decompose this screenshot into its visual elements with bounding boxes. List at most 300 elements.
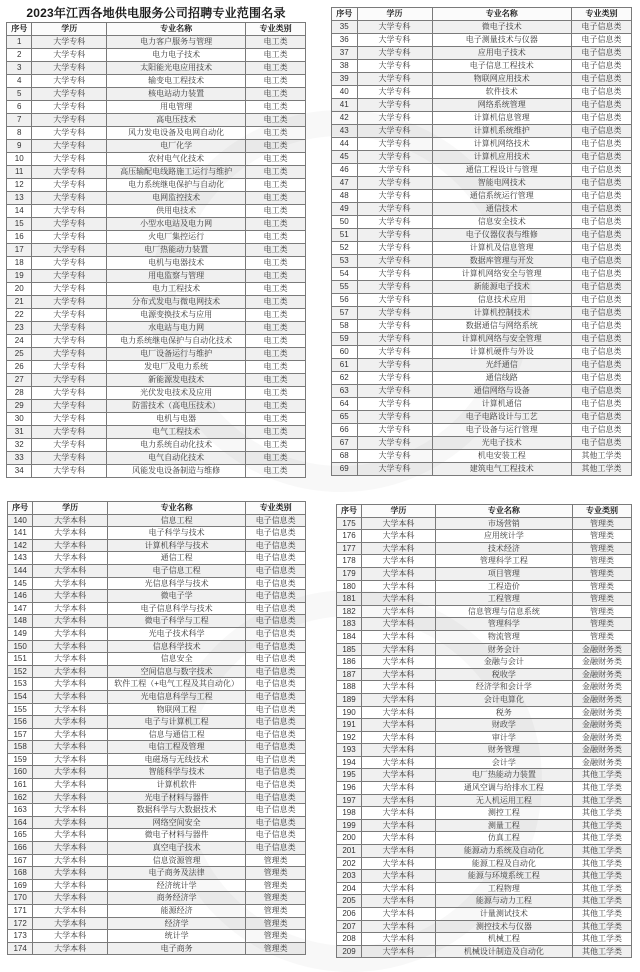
major-category: 电工类 [246,49,306,62]
table-section-bachelor-management-engineering [336,504,632,958]
major-category: 其他工学类 [572,933,631,946]
major-name: 用电监察与管理 [107,270,246,283]
table-row [8,564,306,577]
education: 大学本科 [362,706,436,719]
major-name: 软件工程（+电气工程及其自动化） [107,678,246,691]
row-number: 181 [337,593,362,606]
row-number: 207 [337,920,362,933]
education: 大学本科 [33,690,108,703]
major-name: 风能发电设备制造与维修 [107,465,246,478]
row-number: 177 [337,542,362,555]
column-header: 序号 [332,8,358,21]
education: 大学专科 [357,164,432,177]
row-number: 7 [7,114,32,127]
major-name: 能源工程及自动化 [435,857,572,870]
major-name: 电力工程技术 [107,283,246,296]
table-row [7,218,306,231]
table-row [7,426,306,439]
major-category: 电工类 [246,101,306,114]
major-category: 管理类 [572,555,631,568]
major-category: 电子信息类 [572,21,632,34]
table-row [337,605,632,618]
table-row [337,656,632,669]
major-category: 管理类 [246,854,306,867]
major-category: 电子信息类 [246,590,306,603]
education: 大学专科 [32,36,107,49]
row-number: 22 [7,309,32,322]
table-row [7,36,306,49]
row-number: 203 [337,870,362,883]
major-name: 电厂设备运行与维护 [107,348,246,361]
major-category: 电子信息类 [572,99,632,112]
table-row [332,151,632,164]
table-row [7,140,306,153]
table-row [7,62,306,75]
table-row [332,112,632,125]
row-number: 33 [7,452,32,465]
table-row [337,920,632,933]
major-name: 光伏发电技术及应用 [107,387,246,400]
major-name: 电磁场与无线技术 [107,753,246,766]
major-category: 电工类 [246,322,306,335]
education: 大学专科 [32,361,107,374]
major-category: 金融财务类 [572,681,631,694]
table-row [337,681,632,694]
table-row [8,892,306,905]
education: 大学专科 [32,166,107,179]
major-category: 其他工学类 [572,857,631,870]
major-name: 测量工程 [435,819,572,832]
column-header: 专业类别 [572,8,632,21]
table-row [8,728,306,741]
row-number: 38 [332,60,358,73]
major-name: 微电子学 [107,590,246,603]
major-category: 电子信息类 [572,164,632,177]
row-number: 168 [8,867,33,880]
row-number: 195 [337,769,362,782]
row-number: 206 [337,908,362,921]
major-category: 管理类 [572,530,631,543]
header-row [8,502,306,515]
major-name: 经济统计学 [107,879,246,892]
table-row [8,829,306,842]
row-number: 24 [7,335,32,348]
major-category: 电子信息类 [246,615,306,628]
education: 大学专科 [32,413,107,426]
table-row [337,819,632,832]
row-number: 175 [337,517,362,530]
row-number: 186 [337,656,362,669]
major-category: 电子信息类 [246,627,306,640]
table-row [8,590,306,603]
row-number: 58 [332,320,358,333]
major-category: 电工类 [246,361,306,374]
table-row [337,580,632,593]
major-name: 管理科学工程 [435,555,572,568]
education: 大学本科 [362,517,436,530]
education: 大学专科 [32,296,107,309]
row-number: 4 [7,75,32,88]
row-number: 204 [337,882,362,895]
row-number: 14 [7,205,32,218]
major-category: 管理类 [246,867,306,880]
major-category: 电子信息类 [246,602,306,615]
major-name: 技术经济 [435,542,572,555]
major-name: 信息安全 [107,653,246,666]
major-category: 管理类 [572,517,631,530]
major-name: 通信工程设计与管理 [432,164,572,177]
table-row [337,593,632,606]
major-name: 电力系统继电保护与自动化 [107,179,246,192]
table-row [332,73,632,86]
row-number: 48 [332,190,358,203]
major-category: 其他工学类 [572,945,631,958]
table-row [7,166,306,179]
major-category: 管理类 [572,593,631,606]
table-row [337,769,632,782]
row-number: 34 [7,465,32,478]
education: 大学本科 [362,819,436,832]
majors-table-college-electrical [6,22,306,478]
major-name: 信息与通信工程 [107,728,246,741]
education: 大学本科 [33,539,108,552]
table-section-bachelor-electronics [7,501,306,955]
table-row [337,706,632,719]
row-number: 44 [332,138,358,151]
row-number: 146 [8,590,33,603]
major-category: 电工类 [246,62,306,75]
major-name: 新能源发电技术 [107,374,246,387]
row-number: 45 [332,151,358,164]
table-row [8,930,306,943]
major-category: 电子信息类 [572,424,632,437]
major-category: 电工类 [246,179,306,192]
table-row [8,703,306,716]
major-category: 电子信息类 [572,112,632,125]
major-name: 电气工程技术 [107,426,246,439]
education: 大学专科 [357,47,432,60]
major-category: 其他工学类 [572,882,631,895]
row-number: 3 [7,62,32,75]
major-category: 电子信息类 [572,47,632,60]
table-row [7,296,306,309]
row-number: 157 [8,728,33,741]
major-category: 管理类 [572,580,631,593]
education: 大学专科 [32,114,107,127]
header-row [332,8,632,21]
education: 大学专科 [357,138,432,151]
major-name: 计算机系统维护 [432,125,572,138]
education: 大学本科 [33,678,108,691]
row-number: 163 [8,804,33,817]
row-number: 9 [7,140,32,153]
education: 大学本科 [33,905,108,918]
education: 大学专科 [32,88,107,101]
major-category: 电子信息类 [572,151,632,164]
education: 大学本科 [362,542,436,555]
table-row [337,832,632,845]
major-category: 电工类 [246,192,306,205]
education: 大学本科 [33,766,108,779]
table-row [7,335,306,348]
row-number: 153 [8,678,33,691]
major-name: 管理科学 [435,618,572,631]
education: 大学专科 [32,465,107,478]
table-section-college-electronics [331,7,632,476]
table-row [332,99,632,112]
row-number: 141 [8,527,33,540]
education: 大学本科 [362,668,436,681]
row-number: 11 [7,166,32,179]
table-row [332,333,632,346]
major-name: 计算机及信息管理 [432,242,572,255]
education: 大学本科 [33,653,108,666]
row-number: 183 [337,618,362,631]
row-number: 161 [8,779,33,792]
major-category: 电工类 [246,439,306,452]
column-header: 专业类别 [572,505,631,518]
row-number: 8 [7,127,32,140]
major-name: 计算机科学与技术 [107,539,246,552]
major-name: 信息工程 [107,514,246,527]
education: 大学专科 [357,450,432,463]
education: 大学本科 [33,854,108,867]
major-name: 软件技术 [432,86,572,99]
major-name: 能源经济 [107,905,246,918]
table-row [7,192,306,205]
education: 大学专科 [357,320,432,333]
education: 大学本科 [33,564,108,577]
row-number: 142 [8,539,33,552]
education: 大学本科 [362,794,436,807]
table-row [8,514,306,527]
table-row [332,320,632,333]
row-number: 31 [7,426,32,439]
table-row [8,653,306,666]
row-number: 189 [337,693,362,706]
education: 大学专科 [357,125,432,138]
row-number: 49 [332,203,358,216]
column-header: 学历 [33,502,108,515]
table-row [7,153,306,166]
table-row [8,842,306,855]
row-number: 140 [8,514,33,527]
page-title: 2023年江西各地供电服务公司招聘专业范围名录 [26,6,286,20]
row-number: 174 [8,942,33,955]
major-name: 通信线路 [432,372,572,385]
major-category: 电子信息类 [572,125,632,138]
education: 大学本科 [362,731,436,744]
education: 大学专科 [32,244,107,257]
row-number: 21 [7,296,32,309]
major-category: 电子信息类 [246,779,306,792]
education: 大学专科 [32,309,107,322]
table-row [332,411,632,424]
major-category: 电子信息类 [572,60,632,73]
major-name: 电子商务 [107,942,246,955]
education: 大学本科 [362,719,436,732]
major-category: 电子信息类 [246,703,306,716]
row-number: 205 [337,895,362,908]
education: 大学本科 [362,920,436,933]
major-name: 电力电子技术 [107,49,246,62]
row-number: 16 [7,231,32,244]
table-row [332,229,632,242]
header-row [337,505,632,518]
row-number: 67 [332,437,358,450]
table-row [337,744,632,757]
education: 大学专科 [32,426,107,439]
major-category: 电子信息类 [572,216,632,229]
major-name: 网络空间安全 [107,816,246,829]
row-number: 40 [332,86,358,99]
education: 大学专科 [357,99,432,112]
major-name: 电机与电器技术 [107,257,246,270]
major-name: 农村电气化技术 [107,153,246,166]
major-category: 电工类 [246,36,306,49]
major-name: 计算机硬件与外设 [432,346,572,359]
major-name: 应用统计学 [435,530,572,543]
table-row [8,640,306,653]
table-row [337,618,632,631]
row-number: 165 [8,829,33,842]
major-name: 税收学 [435,668,572,681]
major-name: 真空电子技术 [107,842,246,855]
table-row [332,242,632,255]
education: 大学本科 [33,829,108,842]
table-row [7,348,306,361]
column-header: 专业类别 [246,23,306,36]
major-category: 电子信息类 [572,307,632,320]
table-row [337,530,632,543]
education: 大学专科 [32,75,107,88]
education: 大学本科 [362,693,436,706]
major-category: 电子信息类 [572,281,632,294]
table-row [8,779,306,792]
row-number: 35 [332,21,358,34]
education: 大学专科 [357,385,432,398]
major-category: 金融财务类 [572,731,631,744]
row-number: 192 [337,731,362,744]
table-row [7,114,306,127]
table-row [332,34,632,47]
major-category: 电工类 [246,296,306,309]
table-row [8,905,306,918]
row-number: 162 [8,791,33,804]
education: 大学专科 [32,374,107,387]
row-number: 184 [337,630,362,643]
table-row [337,782,632,795]
row-number: 198 [337,807,362,820]
table-row [332,398,632,411]
major-category: 电子信息类 [572,411,632,424]
major-name: 市场营销 [435,517,572,530]
education: 大学专科 [357,268,432,281]
education: 大学专科 [357,112,432,125]
table-row [8,942,306,955]
education: 大学专科 [357,294,432,307]
table-row [332,450,632,463]
row-number: 50 [332,216,358,229]
education: 大学专科 [357,333,432,346]
table-row [8,766,306,779]
major-name: 火电厂集控运行 [107,231,246,244]
major-category: 管理类 [572,605,631,618]
education: 大学专科 [357,346,432,359]
row-number: 39 [332,73,358,86]
major-category: 电工类 [246,387,306,400]
education: 大学本科 [362,845,436,858]
education: 大学专科 [357,34,432,47]
table-row [337,895,632,908]
education: 大学本科 [33,741,108,754]
education: 大学本科 [362,630,436,643]
header-row [7,23,306,36]
table-row [8,753,306,766]
education: 大学专科 [357,424,432,437]
major-name: 空间信息与数字技术 [107,665,246,678]
major-name: 高电压技术 [107,114,246,127]
education: 大学本科 [33,930,108,943]
education: 大学专科 [357,151,432,164]
major-category: 电工类 [246,231,306,244]
table-row [337,517,632,530]
education: 大学专科 [32,62,107,75]
major-name: 小型水电站及电力网 [107,218,246,231]
row-number: 193 [337,744,362,757]
major-category: 电子信息类 [246,514,306,527]
major-name: 电子商务及法律 [107,867,246,880]
row-number: 46 [332,164,358,177]
major-name: 电子信息工程技术 [432,60,572,73]
major-category: 电工类 [246,283,306,296]
major-category: 其他工学类 [572,819,631,832]
major-category: 金融财务类 [572,643,631,656]
major-category: 其他工学类 [572,870,631,883]
major-name: 微电子材料与器件 [107,829,246,842]
row-number: 188 [337,681,362,694]
major-category: 电子信息类 [246,741,306,754]
table-row [7,400,306,413]
major-category: 电工类 [246,413,306,426]
major-name: 防雷技术（高电压技术） [107,400,246,413]
education: 大学本科 [362,882,436,895]
major-category: 电子信息类 [572,229,632,242]
row-number: 196 [337,782,362,795]
education: 大学本科 [33,942,108,955]
major-category: 电子信息类 [572,203,632,216]
major-name: 风力发电设备及电网自动化 [107,127,246,140]
table-row [337,731,632,744]
table-row [8,917,306,930]
row-number: 2 [7,49,32,62]
row-number: 68 [332,450,358,463]
row-number: 65 [332,411,358,424]
row-number: 154 [8,690,33,703]
major-name: 电力客户服务与管理 [107,36,246,49]
row-number: 20 [7,283,32,296]
education: 大学专科 [357,411,432,424]
majors-table-bachelor-management-engineering [336,504,632,958]
education: 大学专科 [357,372,432,385]
major-name: 物流管理 [435,630,572,643]
major-category: 其他工学类 [572,794,631,807]
major-name: 计量测试技术 [435,908,572,921]
education: 大学本科 [362,681,436,694]
major-name: 光电信息科学与工程 [107,690,246,703]
major-category: 其他工学类 [572,895,631,908]
major-name: 高压输配电线路施工运行与维护 [107,166,246,179]
